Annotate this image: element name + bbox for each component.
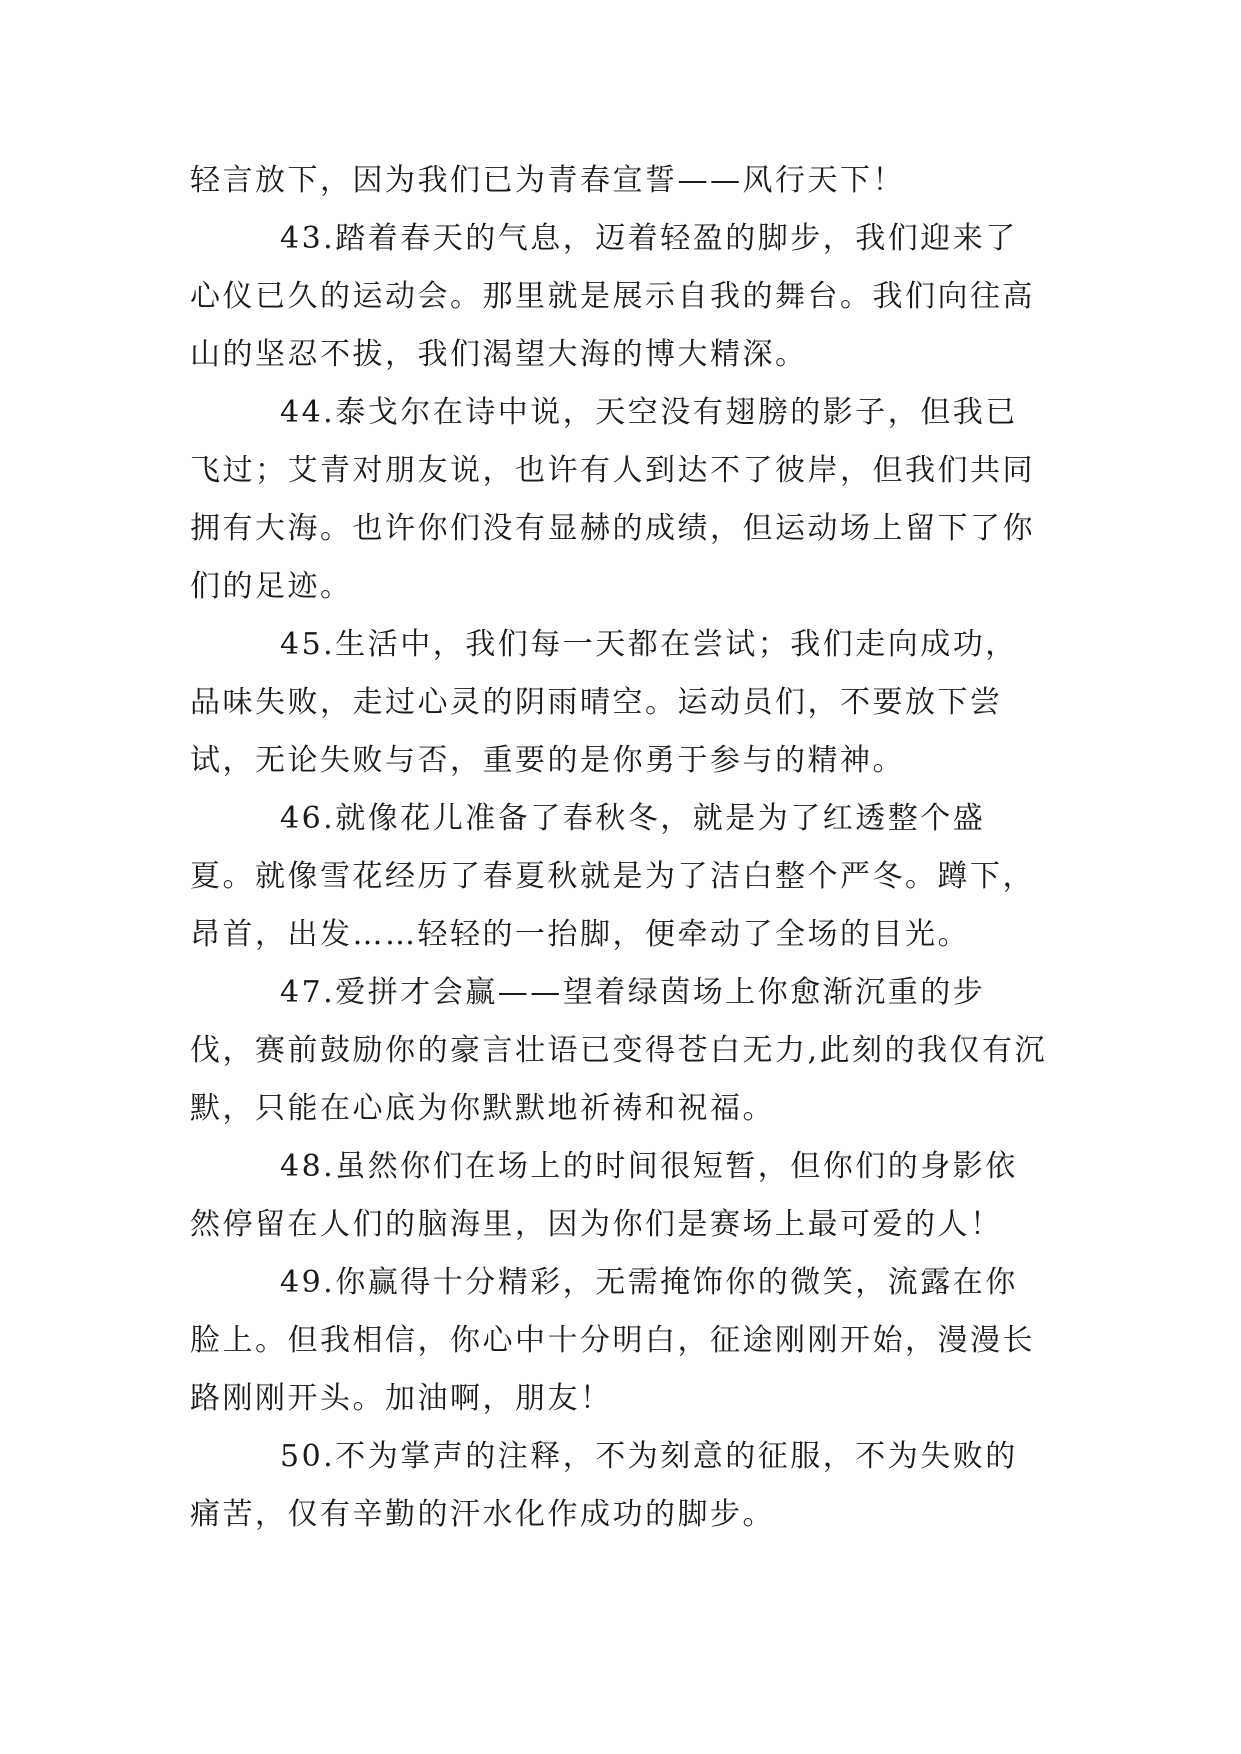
paragraph-item-47: 47.爱拼才会赢——望着绿茵场上你愈渐沉重的步伐，赛前鼓励你的豪言壮语已变得苍白无力,此刻的我仅有沉默，只能在心底为你默默地祈祷和祝福。 [190,975,1048,1126]
paragraph-item-45: 45.生活中，我们每一天都在尝试；我们走向成功，品味失败，走过心灵的阴雨晴空。运动员们，不要放下尝试，无论失败与否，重要的是你勇于参与的精神。 [190,627,1018,778]
paragraph-item-49: 49.你赢得十分精彩，无需掩饰你的微笑，流露在你脸上。但我相信，你心中十分明白，征途刚刚开始，漫漫长路刚刚开头。加油啊，朋友！ [190,1265,1035,1416]
paragraph-item-50: 50.不为掌声的注释，不为刻意的征服，不为失败的痛苦，仅有辛勤的汗水化作成功的脚步。 [190,1439,1018,1532]
paragraph-continuation: 轻言放下，因为我们已为青春宣誓——风行天下！ [190,163,905,198]
paragraph-item-44: 44.泰戈尔在诗中说，天空没有翅膀的影子，但我已飞过；艾青对朋友说，也许有人到达不了彼岸，但我们共同拥有大海。也许你们没有显赫的成绩，但运动场上留下了你们的足迹。 [190,395,1035,604]
paragraph-item-48: 48.虽然你们在场上的时间很短暂，但你们的身影依然停留在人们的脑海里，因为你们是赛场上最可爱的人！ [190,1149,1018,1242]
document-body [190,152,1050,1544]
paragraph-item-46: 46.就像花儿准备了春秋冬，就是为了红透整个盛夏。就像雪花经历了春夏秋就是为了洁白整个严冬。蹲下，昂首，出发……轻轻的一抬脚，便牵动了全场的目光。 [190,801,1035,952]
paragraph-item-43: 43.踏着春天的气息，迈着轻盈的脚步，我们迎来了心仪已久的运动会。那里就是展示自我的舞台。我们向往高山的坚忍不拔，我们渴望大海的博大精深。 [190,221,1035,372]
